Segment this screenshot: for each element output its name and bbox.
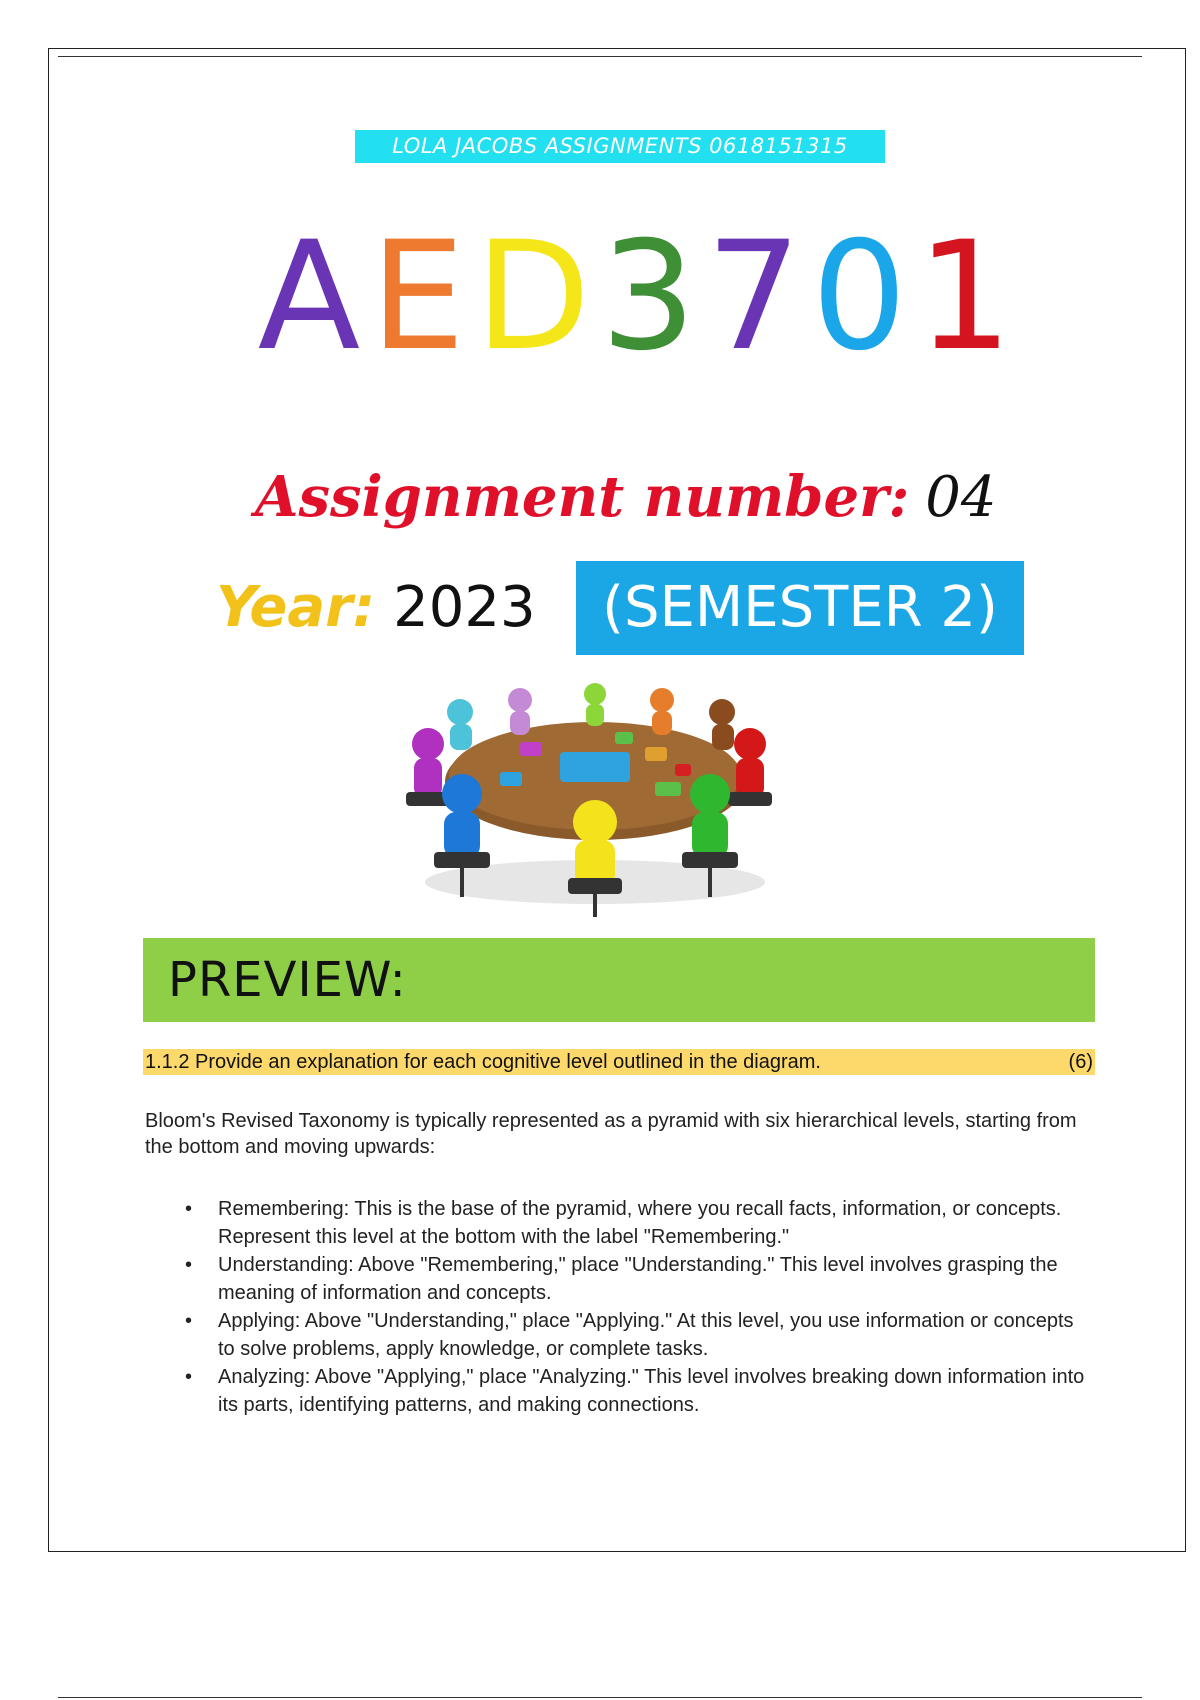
semester-badge: (SEMESTER 2)	[576, 561, 1024, 655]
bottom-rule	[58, 1697, 1142, 1698]
bullet-text: Analyzing: Above "Applying," place "Analyzing." This level involves breaking down information into its parts, identifying patterns, and making connections.	[218, 1366, 1085, 1416]
preview-title: PREVIEW:	[168, 952, 407, 1008]
year-line	[216, 560, 536, 656]
preview-header	[143, 938, 1095, 1022]
course-code-letter: A	[257, 210, 371, 384]
question-marks: (6)	[1068, 1051, 1093, 1073]
course-code-letter: 3	[600, 210, 707, 384]
course-code-title	[240, 210, 1040, 384]
bullet-icon: •	[185, 1254, 193, 1276]
bullet-icon: •	[185, 1310, 193, 1332]
course-code-letter: 7	[706, 210, 812, 384]
assignment-number-value: 04	[925, 465, 997, 530]
list-item	[185, 1195, 1085, 1251]
bullet-text: Remembering: This is the base of the pyramid, where you recall facts, information, or concepts. Represent this level at the bottom with the label "Remembering."	[218, 1198, 1062, 1248]
bullet-icon: •	[185, 1198, 193, 1220]
assignment-number-line	[255, 462, 1015, 532]
course-code-letter: D	[475, 210, 601, 384]
bullet-text: Applying: Above "Understanding," place "Applying." At this level, you use information or concepts to solve problems, apply knowledge, or complete tasks.	[218, 1310, 1074, 1360]
question-line	[143, 1049, 1095, 1075]
year-label: Year:	[216, 575, 376, 640]
course-code-letter: 1	[916, 210, 1023, 384]
list-item	[185, 1307, 1085, 1363]
question-text: 1.1.2 Provide an explanation for each cognitive level outlined in the diagram.	[145, 1051, 821, 1073]
course-code-letter: 0	[811, 210, 917, 384]
intro-paragraph: Bloom's Revised Taxonomy is typically represented as a pyramid with six hierarchical levels, starting from the bottom and moving upwards:	[145, 1110, 1077, 1158]
year-value: 2023	[393, 575, 536, 640]
list-item	[185, 1363, 1085, 1419]
bullet-text: Understanding: Above "Remembering," place "Understanding." This level involves grasping the meaning of information and concepts.	[218, 1254, 1058, 1304]
contact-banner: LOLA JACOBS ASSIGNMENTS 0618151315	[355, 130, 885, 163]
people-around-table-puzzle-icon	[400, 672, 790, 922]
assignment-number-label: Assignment number:	[255, 464, 910, 530]
bullet-list	[185, 1195, 1085, 1419]
course-code-letter: E	[370, 210, 476, 384]
bullet-icon: •	[185, 1366, 193, 1388]
list-item	[185, 1251, 1085, 1307]
